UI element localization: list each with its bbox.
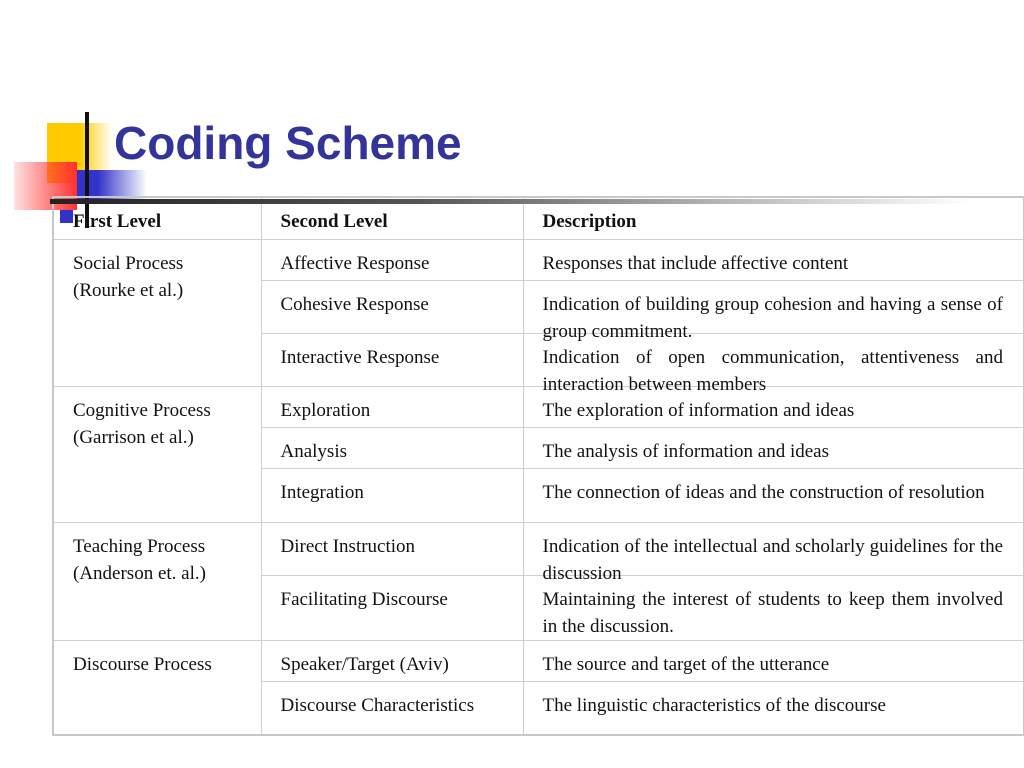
title-underline — [50, 199, 970, 204]
first-level-cell — [53, 641, 261, 735]
second-level-cell: Analysis — [261, 428, 523, 469]
first-level-line: Cognitive Process — [73, 400, 211, 421]
second-level-cell: Exploration — [261, 387, 523, 428]
table-row — [53, 641, 1024, 682]
slide-title: Coding Scheme — [114, 117, 462, 169]
second-level-cell: Discourse Characteristics — [261, 682, 523, 735]
coding-scheme-table — [52, 196, 1024, 736]
description-cell: The analysis of information and ideas — [523, 428, 1024, 469]
header-description: Description — [523, 197, 1024, 240]
second-level-cell: Direct Instruction — [261, 523, 523, 576]
table-row — [53, 240, 1024, 281]
second-level-cell: Interactive Response — [261, 334, 523, 387]
header-second-level: Second Level — [261, 197, 523, 240]
table-row — [53, 387, 1024, 428]
second-level-cell: Facilitating Discourse — [261, 576, 523, 641]
second-level-cell: Cohesive Response — [261, 281, 523, 334]
description-cell: Indication of building group cohesion and having a sense of group commitment. — [523, 281, 1024, 334]
description-cell: The linguistic characteristics of the discourse — [523, 682, 1024, 735]
description-cell: The connection of ideas and the construction of resolution — [523, 469, 1024, 523]
first-level-line: (Garrison et al.) — [73, 427, 194, 448]
table-row — [53, 523, 1024, 576]
second-level-cell: Integration — [261, 469, 523, 523]
first-level-line: (Anderson et. al.) — [73, 563, 206, 584]
first-level-line: Discourse Process — [73, 654, 212, 675]
description-cell: Indication of open communication, attentiveness and interaction between members — [523, 334, 1024, 387]
description-cell: Responses that include affective content — [523, 240, 1024, 281]
first-level-line: Social Process — [73, 253, 184, 274]
first-level-cell — [53, 523, 261, 641]
first-level-cell — [53, 387, 261, 523]
first-level-cell — [53, 240, 261, 387]
header-first-level: First Level — [53, 197, 261, 240]
description-cell: Indication of the intellectual and scholarly guidelines for the discussion — [523, 523, 1024, 576]
first-level-line: Teaching Process — [73, 536, 206, 557]
second-level-cell: Speaker/Target (Aviv) — [261, 641, 523, 682]
description-cell: The exploration of information and ideas — [523, 387, 1024, 428]
description-cell: Maintaining the interest of students to keep them involved in the discussion. — [523, 576, 1024, 641]
second-level-cell: Affective Response — [261, 240, 523, 281]
first-level-line: (Rourke et al.) — [73, 280, 184, 301]
description-cell: The source and target of the utterance — [523, 641, 1024, 682]
